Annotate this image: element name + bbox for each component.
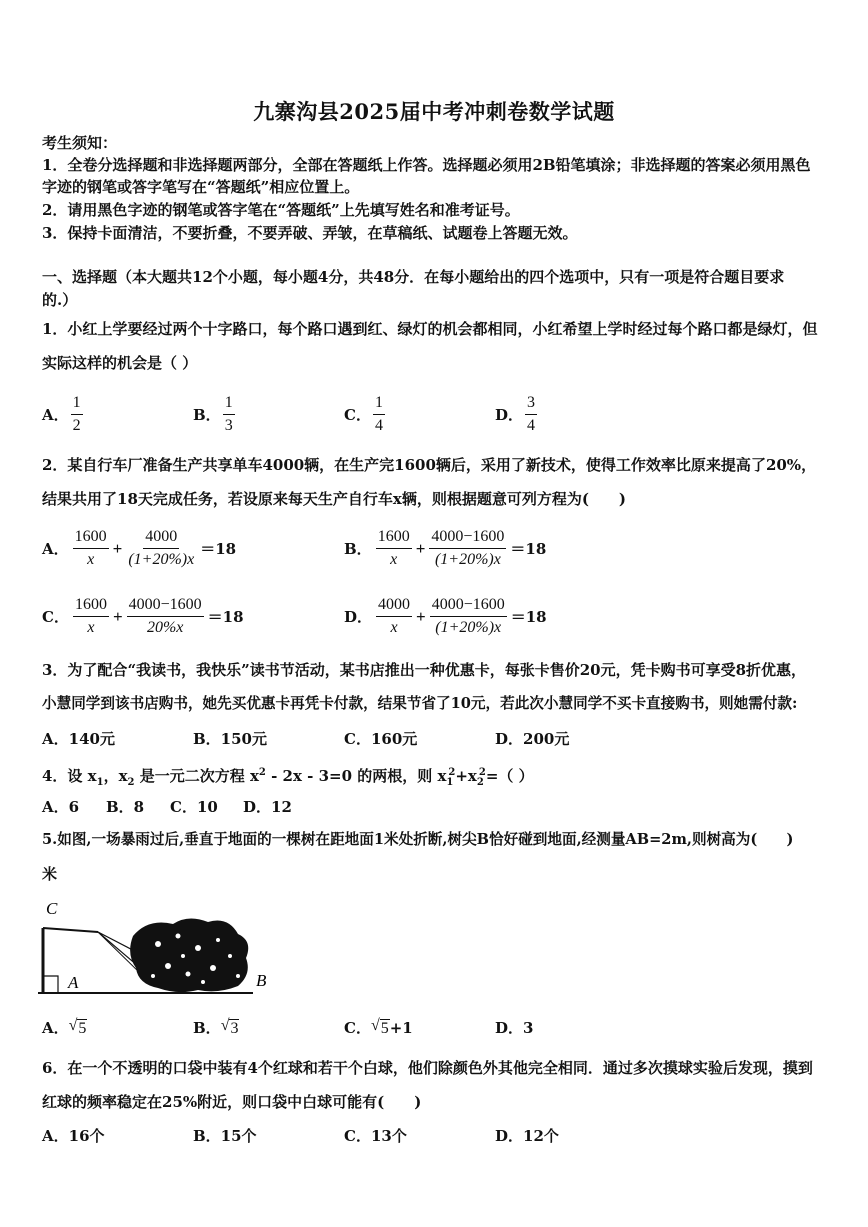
q5-option-c: C． √ 5 +1 bbox=[344, 1017, 413, 1037]
q6-option-a: A．16个 bbox=[42, 1127, 105, 1145]
q5-text: 5.如图,一场暴雨过后,垂直于地面的一棵树在距地面1米处折断,树尖B恰好碰到地面,经测量AB=2m,则树高为( ) bbox=[42, 831, 794, 848]
label-a: A bbox=[68, 973, 79, 992]
notice-line: 字迹的钢笔或答字笔写在“答题纸”相应位置上。 bbox=[42, 178, 360, 196]
q3-option-c: C．160元 bbox=[344, 730, 418, 748]
fraction: $\frac{1}{4}$ bbox=[374, 394, 383, 434]
q2-text: 结果共用了18天完成任务，若设原来每天生产自行车x辆，则根据题意可列方程为( ) bbox=[42, 490, 627, 508]
q4-option-c: C．10 bbox=[170, 798, 218, 816]
q2-option-d: D． $\frac{4000}{x}$ + $\frac{4000-1600}{(1+20\%)x}$ ＝18 bbox=[344, 596, 547, 636]
q6-option-c: C．13个 bbox=[344, 1127, 407, 1145]
broken-tree-figure bbox=[38, 896, 278, 1000]
right-angle-mark bbox=[43, 976, 58, 993]
q1-option-a: A． $\frac{1}{2}$ bbox=[42, 394, 81, 434]
q3-option-b: B．150元 bbox=[193, 730, 267, 748]
sqrt: √ 5 bbox=[370, 1017, 389, 1037]
q1-text: 实际这样的机会是（ ） bbox=[42, 354, 198, 372]
q1-option-d: D． $\frac{3}{4}$ bbox=[495, 394, 536, 434]
q5-text: 米 bbox=[42, 865, 58, 883]
q3-option-a: A．140元 bbox=[42, 730, 115, 748]
q3-text: 小慧同学到该书店购书，她先买优惠卡再凭卡付款，结果节省了10元，若此次小慧同学不买卡直接购书，则她需付款: bbox=[42, 695, 798, 712]
q4-option-d: D．12 bbox=[243, 798, 292, 816]
fraction: $\frac{3}{4}$ bbox=[527, 394, 536, 434]
q2-text: 2．某自行车厂准备生产共享单车4000辆，在生产完1600辆后，采用了新技术，使得工作效率比原来提高了20%， bbox=[42, 456, 817, 474]
section-heading-cont: 的.） bbox=[42, 291, 78, 309]
notice-line: 2．请用黑色字迹的钢笔或答字笔在“答题纸”上先填写姓名和准考证号。 bbox=[42, 201, 520, 219]
q6-text: 6．在一个不透明的口袋中装有4个红球和若干个白球，他们除颜色外其他完全相同．通过多次摸球实验后发现，摸到 bbox=[42, 1059, 813, 1077]
q2-option-a: A． $\frac{1600}{x}$ + $\frac{4000}{(1+20\%)x}$ ＝18 bbox=[42, 528, 237, 568]
q6-option-b: B．15个 bbox=[193, 1127, 257, 1145]
notice-line: 1．全卷分选择题和非选择题两部分，全部在答题纸上作答。选择题必须用2B铅笔填涂；非选择题的答案必须用黑色 bbox=[42, 156, 811, 174]
q1-text: 1．小红上学要经过两个十字路口，每个路口遇到红、绿灯的机会都相同，小红希望上学时经过每个路口都是绿灯，但 bbox=[42, 320, 818, 338]
notice-heading: 考生须知： bbox=[42, 134, 118, 152]
q2-option-c: C． $\frac{1600}{x}$ + $\frac{4000-1600}{20\%x}$ ＝18 bbox=[42, 596, 244, 636]
q1-option-b: B． $\frac{1}{3}$ bbox=[193, 394, 233, 434]
q4-option-b: B．8 bbox=[106, 798, 145, 816]
page-title: 九寨沟县2025届中考冲刺卷数学试题 bbox=[253, 99, 615, 124]
q1-option-c: C． $\frac{1}{4}$ bbox=[344, 394, 383, 434]
q4-text: 4．设 $x_1$，$x_2$ 是一元二次方程 $x^2 - 2x - 3=0$ 的两根，则 $x_1^2+x_2^2=$（ ） bbox=[42, 767, 534, 788]
q6-text: 红球的频率稳定在25%附近，则口袋中白球可能有( ) bbox=[42, 1093, 422, 1111]
sqrt: √ 3 bbox=[220, 1017, 239, 1037]
tree-diagram bbox=[38, 896, 278, 1000]
q6-option-d: D．12个 bbox=[495, 1127, 559, 1145]
label-b: B bbox=[256, 971, 267, 990]
label-c: C bbox=[46, 899, 58, 918]
sqrt: √ 5 bbox=[68, 1017, 87, 1037]
fraction: $\frac{1}{2}$ bbox=[72, 394, 81, 434]
notice-line: 3．保持卡面清洁，不要折叠，不要弄破、弄皱，在草稿纸、试题卷上答题无效。 bbox=[42, 224, 578, 242]
q3-text: 3．为了配合“我读书，我快乐”读书节活动，某书店推出一种优惠卡，每张卡售价20元，凭卡购书可享受8折优惠， bbox=[42, 661, 807, 679]
q2-option-b: B． $\frac{1600}{x}$ + $\frac{4000-1600}{(1+20\%)x}$ ＝18 bbox=[344, 528, 547, 568]
q3-option-d: D．200元 bbox=[495, 730, 570, 748]
q5-option-d: D．3 bbox=[495, 1019, 534, 1037]
fraction: $\frac{1}{3}$ bbox=[224, 394, 233, 434]
q5-option-b: B． √ 3 bbox=[193, 1017, 239, 1037]
section-heading: 一、选择题（本大题共12个小题，每小题4分，共48分．在每小题给出的四个选项中，只有一项是符合题目要求 bbox=[42, 268, 785, 286]
q4-option-a: A．6 bbox=[42, 798, 80, 816]
q5-option-a: A． √ 5 bbox=[42, 1017, 87, 1037]
broken-top bbox=[43, 928, 98, 932]
